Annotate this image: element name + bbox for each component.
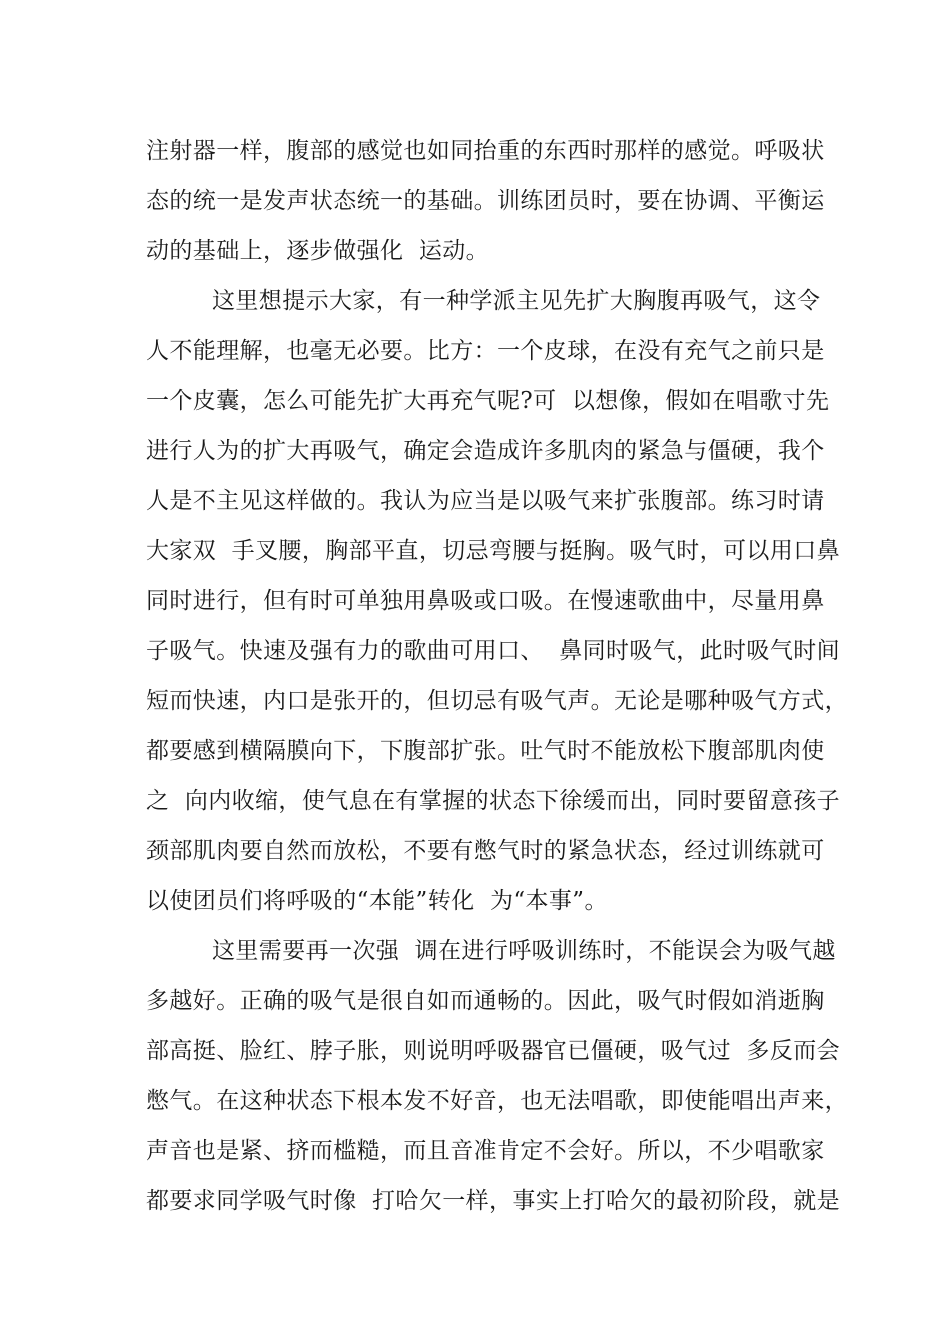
text-line: 部高挺、脸红、脖子胀，则说明呼吸器官已僵硬，吸气过 多反而会 [146,1038,841,1064]
text-line: 态的统一是发声状态统一的基础。训练团员时，要在协调、平衡运 [146,188,825,214]
text-line: 颈部肌肉要自然而放松，不要有憋气时的紧急状态，经过训练就可 [146,838,825,864]
text-line: 短而快速，内口是张开的，但切忌有吸气声。无论是哪种吸气方式， [146,688,848,714]
text-line: 一个皮囊，怎么可能先扩大再充气呢?可 以想像，假如在唱歌寸先 [146,388,830,414]
text-line: 都要求同学吸气时像 打哈欠一样，事实上打哈欠的最初阶段，就是 [146,1188,841,1214]
text-line: 人不能理解，也毫无必要。比方：一个皮球，在没有充气之前只是 [146,338,825,364]
text-line: 都要感到横隔膜向下，下腹部扩张。吐气时不能放松下腹部肌肉使 [146,738,825,764]
text-line: 以使团员们将呼吸的“本能”转化 为“本事”。 [146,888,608,914]
text-line: 动的基础上，逐步做强化 运动。 [146,238,490,264]
text-line: 之 向内收缩，使气息在有掌握的状态下徐缓而出，同时要留意孩子 [146,788,841,814]
text-line: 进行人为的扩大再吸气，确定会造成许多肌肉的紧急与僵硬，我个 [146,438,825,464]
text-line: 同时进行，但有时可单独用鼻吸或口吸。在慢速歌曲中，尽量用鼻 [146,588,825,614]
text-line: 声音也是紧、挤而槛糙，而且音准肯定不会好。所以，不少唱歌家 [146,1138,825,1164]
text-line: 注射器一样，腹部的感觉也如同抬重的东西时那样的感觉。呼吸状 [146,138,825,164]
paragraph-start-line: 这里想提示大家，有一种学派主见先扩大胸腹再吸气，这令 [212,288,821,314]
text-line: 子吸气。快速及强有力的歌曲可用口、 鼻同时吸气，此时吸气时间 [146,638,841,664]
text-line: 人是不主见这样做的。我认为应当是以吸气来扩张腹部。练习时请 [146,488,825,514]
text-line: 多越好。正确的吸气是很自如而通畅的。因此，吸气时假如消逝胸 [146,988,825,1014]
text-line: 憋气。在这种状态下根本发不好音，也无法唱歌，即使能唱出声来， [146,1088,848,1114]
paragraph-start-line: 这里需要再一次强 调在进行呼吸训练时，不能误会为吸气越 [212,938,836,964]
text-line: 大家双 手叉腰，胸部平直，切忌弯腰与挺胸。吸气时，可以用口鼻 [146,538,841,564]
